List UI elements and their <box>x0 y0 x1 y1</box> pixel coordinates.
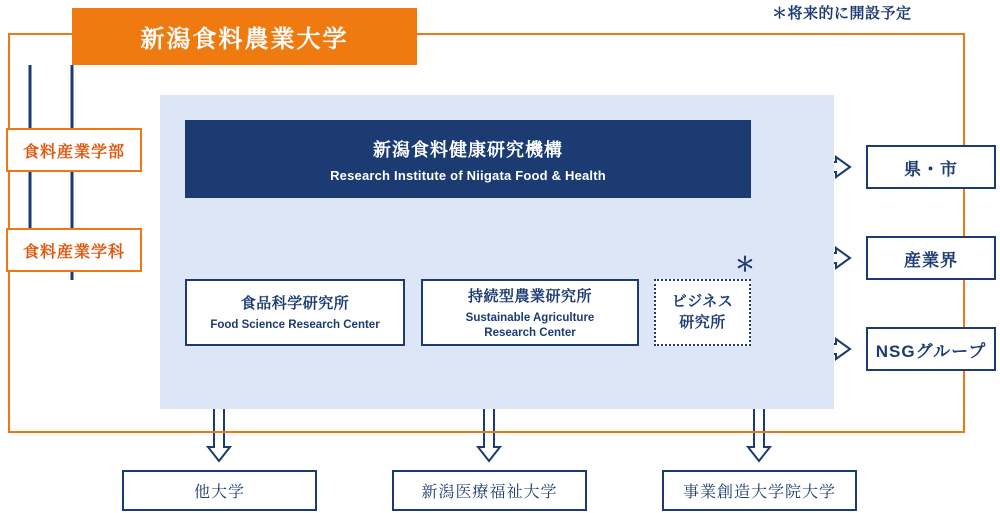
food-science-name-jp: 食品科学研究所 <box>240 295 350 313</box>
partner-other-universities: 他大学 <box>122 470 317 511</box>
business-research-name-jp: ビジネス 研究所 <box>671 293 734 331</box>
planned-marker-asterisk: ＊ <box>735 254 755 276</box>
footnote-planned-opening: ＊将来的に開設予定 <box>772 4 912 22</box>
research-institute-box <box>185 120 751 198</box>
partner-industry: 産業界 <box>866 236 996 280</box>
food-science-name-en: Food Science Research Center <box>210 319 380 332</box>
partner-graduate-school-of-entrepreneurship: 事業創造大学院大学 <box>662 470 857 511</box>
business-research-center-box <box>654 279 751 346</box>
department-box: 食料産業学科 <box>6 228 142 272</box>
research-institute-name-jp: 新潟食料健康研究機構 <box>373 139 563 160</box>
university-title-banner: 新潟食料農業大学 <box>72 8 417 65</box>
partner-prefecture-city: 県・市 <box>866 145 996 189</box>
partner-niigata-health-welfare-university: 新潟医療福祉大学 <box>392 470 587 511</box>
partner-nsg-group: NSGグループ <box>866 327 996 371</box>
sustainable-agriculture-research-center-box <box>421 279 639 346</box>
sustainable-agriculture-name-en: Sustainable Agriculture Research Center <box>465 312 595 339</box>
food-science-research-center-box <box>185 279 405 346</box>
faculty-box: 食料産業学部 <box>6 128 142 172</box>
research-institute-name-en: Research Institute of Niigata Food & Health <box>330 167 606 183</box>
sustainable-agriculture-name-jp: 持続型農業研究所 <box>467 288 592 306</box>
